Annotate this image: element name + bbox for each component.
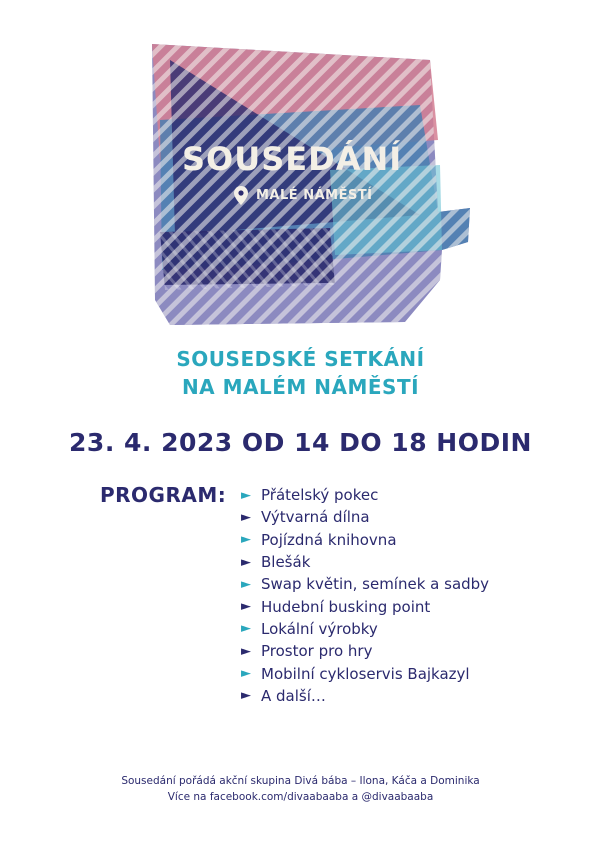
program-item-label: Pojízdná knihovna xyxy=(261,530,397,549)
program-item-label: Prostor pro hry xyxy=(261,642,373,661)
triangle-right-icon: ► xyxy=(241,554,251,570)
subtitle-line-2: NA MALÉM NÁMĚSTÍ xyxy=(181,375,420,399)
location-label: MALÉ NÁMĚSTÍ xyxy=(256,188,373,203)
subtitle xyxy=(0,345,601,401)
program-item xyxy=(241,662,489,684)
program-item xyxy=(241,618,489,640)
program-item-label: Swap květin, semínek a sadby xyxy=(261,575,490,594)
program-item-label: Lokální výrobky xyxy=(261,619,378,638)
triangle-right-icon: ► xyxy=(241,487,251,503)
program-item-label: Hudební busking point xyxy=(261,597,431,616)
program-item xyxy=(241,529,489,551)
triangle-right-icon: ► xyxy=(241,599,251,615)
program-item xyxy=(241,506,489,528)
event-location xyxy=(234,186,373,205)
triangle-right-icon: ► xyxy=(241,621,251,637)
program-list xyxy=(241,484,489,707)
program-item xyxy=(241,595,489,617)
triangle-right-icon: ► xyxy=(241,576,251,592)
triangle-right-icon: ► xyxy=(241,532,251,548)
program-item xyxy=(241,551,489,573)
subtitle-line-1: SOUSEDSKÉ SETKÁNÍ xyxy=(176,347,425,371)
triangle-right-icon: ► xyxy=(241,643,251,659)
event-date: 23. 4. 2023 OD 14 DO 18 HODIN xyxy=(69,428,532,457)
footer-organizers: Sousedání pořádá akční skupina Divá bába – Ilona, Káča a Dominika xyxy=(121,775,480,787)
footer xyxy=(0,773,601,805)
footer-social: Více na facebook.com/divaabaaba a @divaabaaba xyxy=(167,791,434,803)
program-item xyxy=(241,484,489,506)
program-item-label: Blešák xyxy=(261,553,311,572)
map-pin-icon xyxy=(234,186,248,205)
triangle-right-icon: ► xyxy=(241,509,251,525)
program-item xyxy=(241,573,489,595)
event-title: SOUSEDÁNÍ xyxy=(182,140,403,178)
triangle-right-icon: ► xyxy=(241,666,251,682)
program-item xyxy=(241,685,489,707)
program-item-label: Přátelský pokec xyxy=(261,486,379,505)
program-heading: PROGRAM: xyxy=(100,483,227,507)
triangle-right-icon: ► xyxy=(241,688,251,704)
program-item xyxy=(241,640,489,662)
program-item-label: Mobilní cykloservis Bajkazyl xyxy=(261,664,470,683)
program-item-label: A další… xyxy=(261,686,326,705)
program-item-label: Výtvarná dílna xyxy=(261,508,370,527)
